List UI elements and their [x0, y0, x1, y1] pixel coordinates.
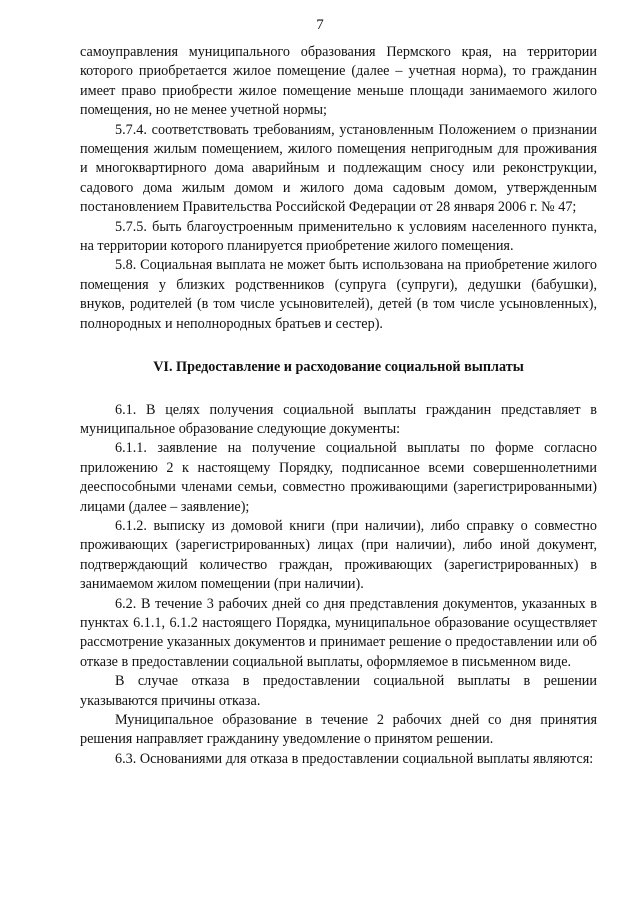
- section-heading: VI. Предоставление и расходование социальной выплаты: [153, 359, 524, 376]
- paragraph-6-1: 6.1. В целях получения социальной выплаты гражданин представляет в муниципальное образование следующие документы:: [80, 401, 597, 437]
- page-number: 7: [316, 17, 324, 33]
- paragraph-6-1-2: 6.1.2. выписку из домовой книги (при наличии), либо справку о совместно проживающих (зарегистрированных) лицах (при наличии), либо иной документ, подтверждающий количество граждан, проживающих (зарегистрированных) в занимаемом жилом помещении (при наличии).: [80, 517, 597, 593]
- paragraph-5-7-4: 5.7.4. соответствовать требованиям, установленным Положением о признании помещения жилым помещением, жилого помещения непригодным для проживания и многоквартирного дома аварийным и подлежащим сносу или реконструкции, садового дома жилым домом и жилого дома садовым домом, утвержденным постановлением Правительства Российской Федерации от 28 января 2006 г. № 47;: [80, 121, 597, 216]
- paragraph-continuation: самоуправления муниципального образования Пермского края, на территории которого приобретается жилое помещение (далее – учетная норма), то гражданин имеет право приобрести жилое помещение меньше площади занимаемого жилого помещения, но не менее учетной нормы;: [80, 44, 597, 119]
- paragraph-5-8: 5.8. Социальная выплата не может быть использована на приобретение жилого помещения у близких родственников (супруга (супруги), дедушки (бабушки), внуков, родителей (в том числе усыновителей), детей (в том числе усыновленных), полнородных и неполнородных братьев и сестер).: [80, 257, 597, 332]
- paragraph-6-2: 6.2. В течение 3 рабочих дней со дня представления документов, указанных в пунктах 6.1.1, 6.1.2 настоящего Порядка, муниципальное образование осуществляет рассмотрение указанных документов и принимает решение о предоставлении или об отказе в предоставлении социальной выплаты, оформляемое в письменном виде.: [80, 595, 597, 670]
- paragraph-6-1-1: 6.1.1. заявление на получение социальной выплаты по форме согласно приложению 2 к настоящему Порядку, подписанное всеми совершеннолетними дееспособными членами семьи, совместно проживающими (зарегистрированными) лицами (далее – заявление);: [80, 440, 597, 515]
- paragraph-6-2-refusal: В случае отказа в предоставлении социальной выплаты в решении указываются причины отказа.: [80, 673, 597, 709]
- paragraph-5-7-5: 5.7.5. быть благоустроенным применительно к условиям населенного пункта, на территории которого планируется приобретение жилого помещения.: [80, 218, 597, 255]
- paragraph-6-2-notification: Муниципальное образование в течение 2 рабочих дней со дня принятия решения направляет гражданину уведомление о принятом решении.: [80, 712, 597, 748]
- document-body: [80, 43, 597, 769]
- paragraph-6-3: 6.3. Основаниями для отказа в предоставлении социальной выплаты являются:: [115, 750, 594, 767]
